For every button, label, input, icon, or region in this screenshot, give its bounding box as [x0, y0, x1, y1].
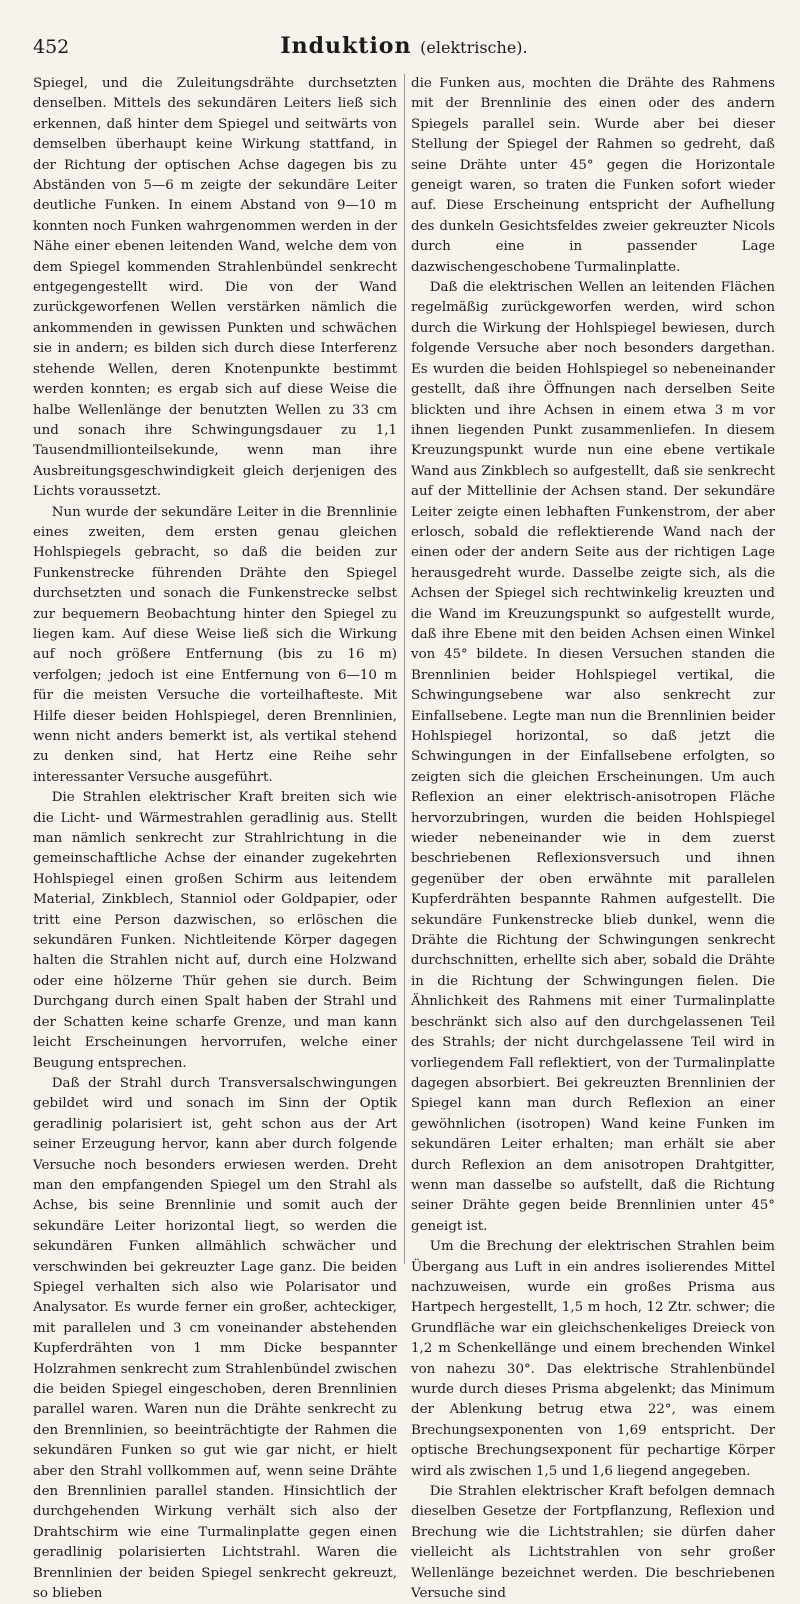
page-header — [33, 30, 775, 70]
paragraph: Um die Brechung der elektrischen Strahlen beim Übergang aus Luft in ein andres isolierendes Mittel nachzuweisen, wurde ein großes Prisma aus Hartpech hergestellt, 1,5 m hoch, 12 Ztr. schwer; die Grundfläche war ein gleichschenkeliges Dreieck von 1,2 m Schenkellänge und einem brechenden Winkel von nahezu 30°. Das elektrische Strahlenbündel wurde durch dieses Prisma abgelenkt; das Minimum der Ablenkung betrug etwa 22°, was einem Brechungsexponenten von 1,69 entspricht. Der optische Brechungsexponent für pechartige Körper wird als zwischen 1,5 und 1,6 liegend angegeben. — [411, 1239, 775, 1479]
paragraph: Nun wurde der sekundäre Leiter in die Brennlinie eines zweiten, dem ersten genau gleichen Hohlspiegels gebracht, so daß die beiden zur Funkenstrecke führenden Drähte den Spiegel durchsetzten und sonach die Funkenstrecke selbst zur bequemern Beobachtung hinter den Spiegel zu liegen kam. Auf diese Weise ließ sich die Wirkung auf noch größere Entfernung (bis zu 16 m) verfolgen; jedoch ist eine Entfernung von 6—10 m für die meisten Versuche die vorteilhafteste. Mit Hilfe dieser beiden Hohlspiegel, deren Brennlinien, wenn nicht anders bemerkt ist, als vertikal stehend zu denken sind, hat Hertz eine Reihe sehr interessanter Versuche ausgeführt. — [33, 504, 397, 785]
running-title — [33, 33, 775, 59]
title-qualifier: (elektrische). — [420, 38, 528, 57]
right-column — [411, 74, 775, 1602]
text-columns — [33, 74, 775, 1602]
paragraph: Die Strahlen elektrischer Kraft befolgen demnach dieselben Gesetze der Fortpflanzung, Reflexion und Brechung wie die Lichtstrahlen; sie dürfen daher vielleicht als Lichtstrahlen von sehr großer Wellenlänge bezeichnet werden. Die beschriebenen Versuche sind — [411, 1484, 775, 1602]
page-number: 452 — [33, 36, 70, 58]
paragraph: Spiegel, und die Zuleitungsdrähte durchsetzten denselben. Mittels des sekundären Leiters ließ sich erkennen, daß hinter dem Spiegel und seitwärts von demselben überhaupt keine Wirkung stattfand, in der Richtung der optischen Achse dagegen bis zu Abständen von 5—6 m zeigte der sekundäre Leiter deutliche Funken. In einem Abstand von 9—10 m konnten noch Funken wahrgenommen werden in der Nähe einer ebenen leitenden Wand, welche dem von dem Spiegel kommenden Strahlenbündel senkrecht entgegengestellt wird. Die von der Wand zurückgeworfenen Wellen verstärken nämlich die ankommenden in gewissen Punkten und schwächen sie in andern; es bilden sich durch diese Interferenz stehende Wellen, deren Knotenpunkte bestimmt werden konnten; es ergab sich auf diese Weise die halbe Wellenlänge der benutzten Wellen zu 33 cm und sonach ihre Schwingungsdauer zu 1,1 Tausendmillionteilsekunde, wenn man ihre Ausbreitungsgeschwindigkeit gleich derjenigen des Lichts voraussetzt. — [33, 76, 397, 500]
title-word: Induktion — [280, 33, 412, 59]
left-column — [33, 74, 397, 1602]
column-divider — [404, 74, 405, 1264]
paragraph: Daß die elektrischen Wellen an leitenden Flächen regelmäßig zurückgeworfen werden, wird schon durch die Wirkung der Hohlspiegel bewiesen, durch folgende Versuche aber noch besonders dargethan. Es wurden die beiden Hohlspiegel so nebeneinander gestellt, daß ihre Öffnungen nach derselben Seite blickten und ihre Achsen in einem etwa 3 m vor ihnen liegenden Punkt zusammenliefen. In diesem Kreuzungspunkt wurde nun eine ebene vertikale Wand aus Zinkblech so aufgestellt, daß sie senkrecht auf der Mittellinie der Achsen stand. Der sekundäre Leiter zeigte einen lebhaften Funkenstrom, der aber erlosch, sobald die reflektierende Wand nach der einen oder der andern Seite aus der richtigen Lage herausgedreht wurde. Dasselbe zeigte sich, als die Achsen der Spiegel sich rechtwinkelig kreuzten und die Wand im Kreuzungspunkt so aufgestellt wurde, daß ihre Ebene mit den beiden Achsen einen Winkel von 45° bildete. In diesen Versuchen standen die Brennlinien beider Hohlspiegel vertikal, die Schwingungsebene war also senkrecht zur Einfallsebene. Legte man nun die Brennlinien beider Hohlspiegel horizontal, so daß jetzt die Schwingungen in der Einfallsebene erfolgten, so zeigten sich die gleichen Erscheinungen. Um auch Reflexion an einer elektrisch-anisotropen Fläche hervorzubringen, wurden die beiden Hohlspiegel wieder nebeneinander wie in dem zuerst beschriebenen Reflexionsversuch und ihnen gegenüber der oben erwähnte mit parallelen Kupferdrähten bespannte Rahmen aufgestellt. Die sekundäre Funkenstrecke blieb dunkel, wenn die Drähte die Richtung der Schwingungen senkrecht durchschnitten, erhellte sich aber, sobald die Drähte in die Richtung der Schwingungen fielen. Die Ähnlichkeit des Rahmens mit einer Turmalinplatte beschränkt sich also auf den durchgelassenen Teil des Strahls; der nicht durchgelassene Teil wird in vorliegendem Fall reflektiert, von der Turmalinplatte dagegen absorbiert. Bei gekreuzten Brennlinien der Spiegel kann man durch Reflexion an einer gewöhnlichen (isotropen) Wand keine Funken im sekundären Leiter erhalten; man erhält sie aber durch Reflexion an dem anisotropen Drahtgitter, wenn man dasselbe so aufstellt, daß die Richtung seiner Drähte gegen beide Brennlinien unter 45° geneigt ist. — [411, 280, 775, 1234]
paragraph: die Funken aus, mochten die Drähte des Rahmens mit der Brennlinie des einen oder des andern Spiegels parallel sein. Wurde aber bei dieser Stellung der Spiegel der Rahmen so gedreht, daß seine Drähte unter 45° gegen die Horizontale geneigt waren, so traten die Funken sofort wieder auf. Diese Erscheinung entspricht der Aufhellung des dunkeln Gesichtsfeldes zweier gekreuzter Nicols durch eine in passender Lage dazwischengeschobene Turmalinplatte. — [411, 76, 775, 275]
paragraph: Die Strahlen elektrischer Kraft breiten sich wie die Licht- und Wärmestrahlen geradlinig aus. Stellt man nämlich senkrecht zur Strahlrichtung in die gemeinschaftliche Achse der einander zugekehrten Hohlspiegel einen großen Schirm aus leitendem Material, Zinkblech, Stanniol oder Goldpapier, oder tritt eine Person dazwischen, so erlöschen die sekundären Funken. Nichtleitende Körper dagegen halten die Strahlen nicht auf, durch eine Holzwand oder eine hölzerne Thür gehen sie durch. Beim Durchgang durch einen Spalt haben der Strahl und der Schatten keine scharfe Grenze, und man kann leicht Erscheinungen hervorrufen, welche einer Beugung entsprechen. — [33, 790, 397, 1071]
paragraph: Daß der Strahl durch Transversalschwingungen gebildet wird und sonach im Sinn der Optik geradlinig polarisiert ist, geht schon aus der Art seiner Erzeugung hervor, kann aber durch folgende Versuche noch besonders erwiesen werden. Dreht man den empfangenden Spiegel um den Strahl als Achse, bis seine Brennlinie und somit auch der sekundäre Leiter horizontal liegt, so werden die sekundären Funken allmählich schwächer und verschwinden bei gekreuzter Lage ganz. Die beiden Spiegel verhalten sich also wie Polarisator und Analysator. Es wurde ferner ein großer, achteckiger, mit parallelen und 3 cm voneinander abstehenden Kupferdrähten von 1 mm Dicke bespannter Holzrahmen senkrecht zum Strahlenbündel zwischen die beiden Spiegel eingeschoben, deren Brennlinien parallel waren. Waren nun die Drähte senkrecht zu den Brennlinien, so beeinträchtigte der Rahmen die sekundären Funken so gut wie gar nicht, er hielt aber den Strahl vollkommen auf, wenn seine Drähte den Brennlinien parallel standen. Hinsichtlich der durchgehenden Wirkung verhält sich also der Drahtschirm wie eine Turmalinplatte gegen einen geradlinig polarisierten Lichtstrahl. Waren die Brennlinien der beiden Spiegel senkrecht gekreuzt, so blieben — [33, 1075, 397, 1602]
